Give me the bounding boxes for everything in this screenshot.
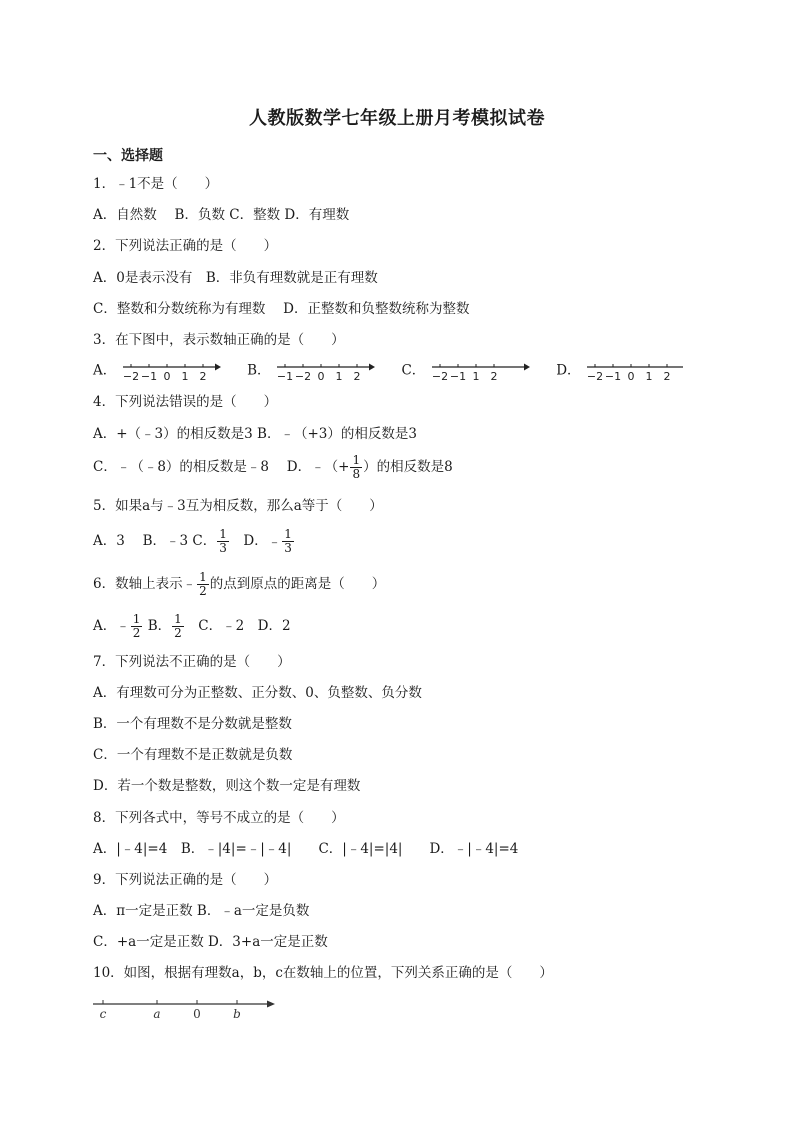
tick-label: −2 [294, 370, 311, 382]
q7-option-d: D．若一个数是整数，则这个数一定是有理数 [93, 778, 361, 794]
number-line-c [430, 360, 530, 382]
tick-label: 0 [163, 370, 171, 382]
q5-options-text: A．3 B．﹣3 C． [93, 533, 217, 549]
q4-stem: 4．下列说法错误的是（ ） [93, 394, 278, 410]
q2-options-line2: C．整数和分数统称为有理数 D．正整数和负整数统称为整数 [93, 301, 470, 317]
tick-label: 1 [181, 370, 189, 382]
q8-options: A．|﹣4|=4 B．﹣|4|=﹣|﹣4| C．|﹣4|=|4| D．﹣|﹣4|=4 [93, 841, 519, 857]
minus-sign: ﹣ [267, 533, 282, 550]
number-line-d [585, 360, 685, 382]
q1-options: A．自然数 B．负数 C．整数 D．有理数 [93, 207, 350, 223]
fraction: $\frac{1}{3}$ [284, 527, 292, 555]
q3-stem: 3．在下图中，表示数轴正确的是（ ） [93, 332, 345, 348]
tick-label: −1 [140, 370, 157, 382]
q7-stem: 7．下列说法不正确的是（ ） [93, 654, 291, 670]
q3-options [93, 360, 685, 384]
q3-option-d-label: D． [556, 362, 581, 379]
number-line-a [121, 360, 221, 382]
q7-option-a: A．有理数可分为正整数、正分数、0、负整数、负分数 [93, 685, 422, 701]
tick-label: 1 [645, 370, 653, 382]
fraction: $\frac{1}{8}$ [352, 453, 361, 481]
q9-stem: 9．下列说法正确的是（ ） [93, 872, 278, 888]
q10-number-line [93, 996, 278, 1022]
q9-options-line1: A．π一定是正数 B．﹣a一定是负数 [93, 903, 310, 919]
fraction: $\frac{1}{2}$ [174, 612, 182, 640]
q1-stem: 1．﹣1不是（ ） [93, 176, 219, 192]
point-label-zero: 0 [193, 1007, 201, 1021]
page-title: 人教版数学七年级上册月考模拟试卷 [249, 108, 545, 129]
tick-label: 1 [472, 370, 480, 382]
q3-option-b-label: B． [247, 362, 271, 379]
q9-options-line2: C．+a一定是正数 D．3+a一定是正数 [93, 934, 328, 950]
section-heading: 一、选择题 [93, 148, 163, 164]
fraction: $\frac{1}{3}$ [219, 527, 227, 555]
q5-stem: 5．如果a与﹣3互为相反数，那么a等于（ ） [93, 498, 383, 514]
q3-option-c-label: C． [401, 362, 426, 379]
tick-label: −2 [586, 370, 603, 382]
q6-options: A．﹣ $\frac{1}{2}$ B． $\frac{1}{2}$ C．﹣2 D．2 [93, 612, 291, 640]
tick-label: 1 [335, 370, 343, 382]
q8-stem: 8．下列各式中，等号不成立的是（ ） [93, 810, 345, 826]
fraction: $\frac{1}{2}$ [132, 612, 141, 640]
tick-label: −1 [449, 370, 466, 382]
tick-label: 0 [627, 370, 635, 382]
q6-stem: 6．数轴上表示﹣ $\frac{1}{2}$ 的点到原点的距离是（ ） [93, 570, 386, 598]
q2-stem: 2．下列说法正确的是（ ） [93, 238, 278, 254]
tick-label: 2 [663, 370, 671, 382]
tick-label: 2 [199, 370, 207, 382]
tick-label: −2 [431, 370, 448, 382]
q5-option-d-label: D． [229, 533, 268, 549]
tick-label: 2 [353, 370, 361, 382]
point-label-a: a [153, 1007, 161, 1021]
q10-stem: 10．如图，根据有理数a，b，c在数轴上的位置，下列关系正确的是（ ） [93, 965, 553, 981]
tick-label: 0 [317, 370, 325, 382]
tick-label: −1 [604, 370, 621, 382]
q4-options-line1: A．+（﹣3）的相反数是3 B．﹣（+3）的相反数是3 [93, 426, 417, 442]
point-label-c: c [99, 1007, 107, 1021]
tick-label: −2 [122, 370, 139, 382]
tick-label: −1 [276, 370, 293, 382]
q4-option-d-text: ）的相反数是8 [363, 459, 453, 475]
q5-options [93, 526, 295, 557]
fraction: $\frac{1}{2}$ [199, 570, 207, 598]
q4-option-c-text: C．﹣（﹣8）的相反数是﹣8 D．﹣（+ [93, 459, 350, 475]
q4-options-line2 [93, 452, 453, 482]
q2-options-line1: A．0是表示没有 B．非负有理数就是正有理数 [93, 270, 378, 286]
tick-label: 2 [490, 370, 498, 382]
point-label-b: b [233, 1007, 241, 1021]
number-line-b [275, 360, 375, 382]
q7-option-b: B．一个有理数不是分数就是整数 [93, 716, 292, 732]
q3-option-a-label: A． [93, 362, 117, 379]
q7-option-c: C．一个有理数不是正数就是负数 [93, 747, 293, 763]
